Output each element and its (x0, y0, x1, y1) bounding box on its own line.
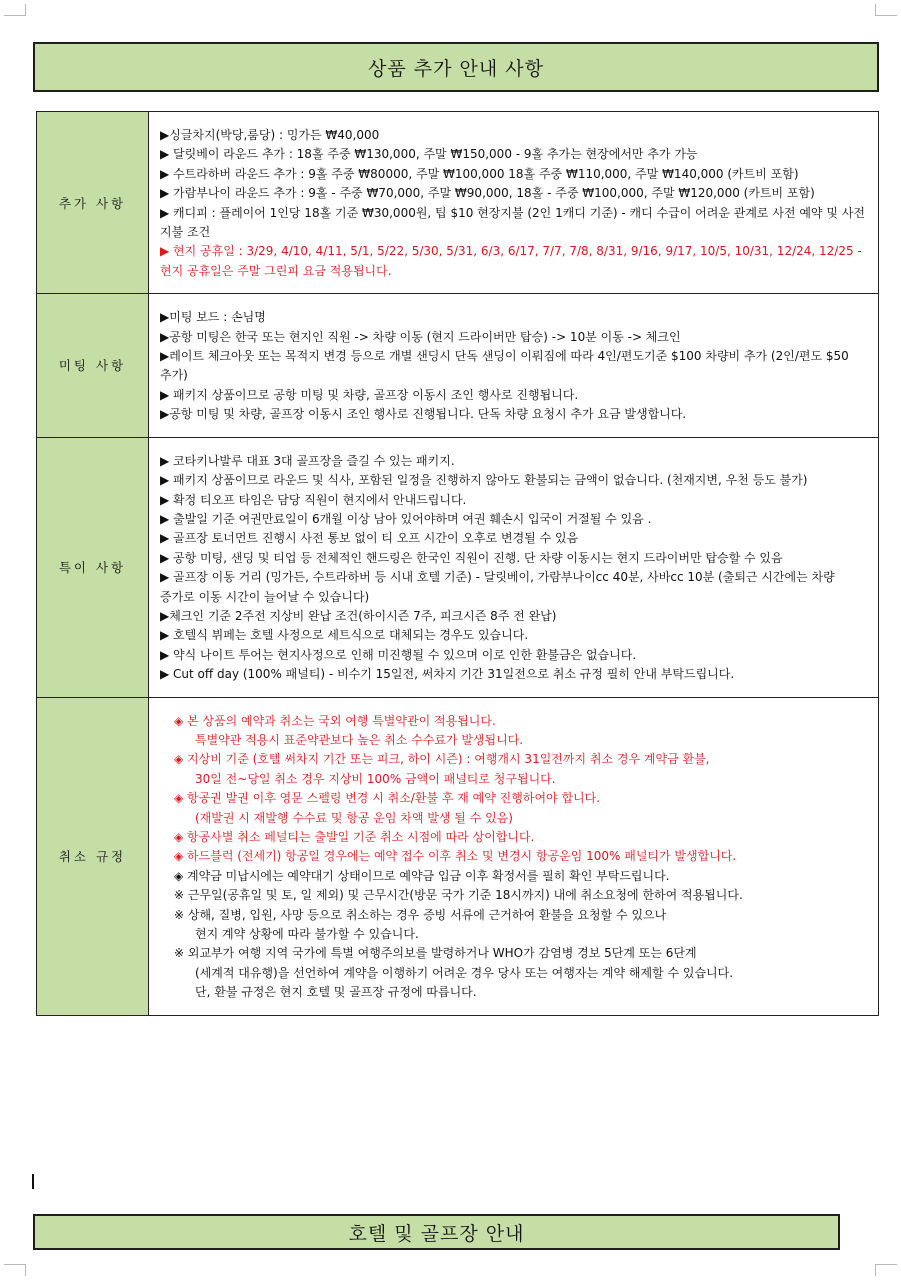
section-content (149, 697, 879, 1015)
info-line: ▶공항 미팅 및 차량, 골프장 이동시 조인 행사로 진행됩니다. 단독 차량 요청시 추가 요금 발생합니다. (160, 407, 687, 422)
info-line: ※ 근무일(공휴일 및 토, 일 제외) 및 근무시간(방문 국가 기준 18시까지) 내에 취소요청에 한하여 적용됩니다. (174, 888, 743, 903)
section-content (149, 437, 879, 697)
section-meeting (37, 294, 879, 437)
info-line: ▶ 패키지 상품이므로 공항 미팅 및 차량, 골프장 이동시 조인 행사로 진행됩니다. (160, 387, 579, 402)
info-line: ▶ 코타키나발루 대표 3대 골프장을 즐길 수 있는 패키지. (160, 453, 455, 468)
info-line: 현지 계약 상황에 따라 불가할 수 있습니다. (195, 927, 419, 942)
info-line: 단, 환불 규정은 현지 호텔 및 골프장 규정에 따릅니다. (195, 985, 477, 1000)
info-line: ◈ 지상비 기준 (호텔 써차지 기간 또는 피크, 하이 시즌) : 여행개시 31일전까지 취소 경우 계약금 환불, (174, 752, 710, 767)
info-line: ▶ 골프장 이동 거리 (밍가든, 수트라하버 등 시내 호텔 기준) - 달릿베이, 가람부나이cc 40분, 사바cc 10분 (출퇴근 시간에는 차량 증가로 이동 시간이 늘어날 수 있습니다) (160, 570, 835, 604)
info-line: ▶ 수트라하버 라운드 추가 : 9홀 주중 ₩80000, 주말 ₩100,000 18홀 주중 ₩110,000, 주말 ₩140,000 (카트비 포함) (160, 166, 799, 181)
crop-mark-top-left (4, 4, 26, 16)
info-line: 30일 전~당일 취소 경우 지상비 100% 금액이 패널티로 청구됩니다. (195, 771, 556, 786)
section-content (149, 294, 879, 437)
info-line: ▶ 달릿베이 라운드 추가 : 18홀 주중 ₩130,000, 주말 ₩150,000 - 9홀 추가는 현장에서만 추가 가능 (160, 147, 698, 162)
info-line: ▶레이트 체크아웃 또는 목적지 변경 등으로 개별 샌딩시 단독 샌딩이 이뤄짐에 따라 4인/편도기준 $100 차량비 추가 (2인/편도 $50 추가) (160, 349, 849, 383)
section-cancellation (37, 697, 879, 1015)
info-line: ▶ 캐디피 : 플레이어 1인당 18홀 기준 ₩30,000원, 팁 $10 현장지불 (2인 1캐디 기준) - 캐디 수급이 어려운 관계로 사전 예약 및 사전 지불 조건 (160, 205, 865, 240)
crop-mark-top-right (875, 4, 897, 16)
info-line: ▶ 패키지 상품이므로 라운드 및 식사, 포함된 일정을 진행하지 않아도 환불되는 금액이 없습니다. (천재지변, 우천 등도 불가) (160, 473, 808, 488)
info-line: ▶ 공항 미팅, 샌딩 및 티업 등 전체적인 핸드링은 한국인 직원이 진행. 단 차량 이동시는 현지 드라이버만 탑승할 수 있음 (160, 550, 783, 565)
section-special-notes (37, 437, 879, 697)
info-line: ▶ 현지 공휴일 : 3/29, 4/10, 4/11, 5/1, 5/22, 5/30, 5/31, 6/3, 6/17, 7/7, 7/8, 8/31, 9/16, 9/17, 10/5, 10/31, 12/24, 12/25 - 현지 공휴일은 주말 그린피 요금 적용됩니다. (160, 244, 862, 278)
info-line: (재발권 시 재발행 수수료 및 항공 운임 차액 발생 될 수 있음) (195, 810, 513, 825)
info-line: ▶ 출발일 기준 여권만료일이 6개월 이상 남아 있어야하며 여권 훼손시 입국이 거절될 수 있음 . (160, 511, 652, 526)
info-line: ◈ 계약금 미납시에는 예약대기 상태이므로 예약금 입금 이후 확정서를 필히 확인 부탁드립니다. (174, 868, 670, 883)
crop-mark-bottom-right (875, 1264, 897, 1276)
info-line: ▶ 약식 나이트 투어는 현지사정으로 인해 미진행될 수 있으며 이로 인한 환불금은 없습니다. (160, 647, 637, 662)
info-line: ▶ 확정 티오프 타임은 담당 직원이 현지에서 안내드립니다. (160, 492, 467, 507)
info-line: (세계적 대유행)을 선언하여 계약을 이행하기 어려운 경우 당사 또는 여행자는 계약 해제할 수 있습니다. (195, 965, 734, 980)
info-line: ▶ 골프장 토너먼트 진행시 사전 통보 없이 티 오프 시간이 오후로 변경될 수 있음 (160, 531, 579, 546)
info-line: ※ 외교부가 여행 지역 국가에 특별 여행주의보를 발령하거나 WHO가 감염병 경보 5단계 또는 6단계 (174, 946, 697, 961)
page-title: 상품 추가 안내 사항 (33, 42, 879, 92)
section-additional (37, 112, 879, 294)
section-label: 추가 사항 (37, 112, 149, 294)
info-line: ▶ 가람부나이 라운드 추가 : 9홀 - 주중 ₩70,000, 주말 ₩90,000, 18홀 - 주중 ₩100,000, 주말 ₩120,000 (카트비 포함) (160, 186, 815, 201)
info-line: 특별약관 적용시 표준약관보다 높은 취소 수수료가 발생됩니다. (195, 732, 524, 747)
text-cursor (32, 1174, 34, 1189)
section-label: 취소 규정 (37, 697, 149, 1015)
info-table (36, 111, 879, 1016)
info-line: ◈ 항공사별 취소 페널티는 출발일 기준 취소 시점에 따라 상이합니다. (174, 830, 535, 844)
info-line: ▶미팅 보드 : 손님명 (160, 310, 266, 325)
info-line: ※ 상해, 질병, 입원, 사망 등으로 취소하는 경우 증빙 서류에 근거하여 환불을 요청할 수 있으나 (174, 907, 667, 922)
crop-mark-bottom-left (4, 1264, 26, 1276)
info-line: ▶체크인 기준 2주전 지상비 완납 조건(하이시즌 7주, 피크시즌 8주 전 완납) (160, 608, 557, 623)
info-line: ◈ 본 상품의 예약과 취소는 국외 여행 특별약관이 적용됩니다. (174, 713, 496, 728)
info-line: ◈ 하드블럭 (전세기) 항공일 경우에는 예약 접수 이후 취소 및 변경시 항공운임 100% 패널티가 발생합니다. (174, 849, 737, 864)
info-line: ▶공항 미팅은 한국 또는 현지인 직원 -> 차량 이동 (현지 드라이버만 탑승) -> 10분 이동 -> 체크인 (160, 329, 681, 344)
info-line: ◈ 항공권 발권 이후 영문 스펠링 변경 시 취소/환불 후 재 예약 진행하여야 합니다. (174, 791, 601, 806)
section-content (149, 112, 879, 294)
section-label: 특이 사항 (37, 437, 149, 697)
info-line: ▶싱글차지(박당,룸당) : 밍가든 ₩40,000 (160, 128, 380, 142)
info-line: ▶ Cut off day (100% 패널티) - 비수기 15일전, 써차지 기간 31일전으로 취소 규정 필히 안내 부탁드립니다. (160, 667, 735, 682)
info-line: ▶ 호텔식 뷔페는 호텔 사정으로 세트식으로 대체되는 경우도 있습니다. (160, 628, 529, 643)
section-label: 미팅 사항 (37, 294, 149, 437)
section-title-hotel-golf: 호텔 및 골프장 안내 (33, 1214, 840, 1250)
